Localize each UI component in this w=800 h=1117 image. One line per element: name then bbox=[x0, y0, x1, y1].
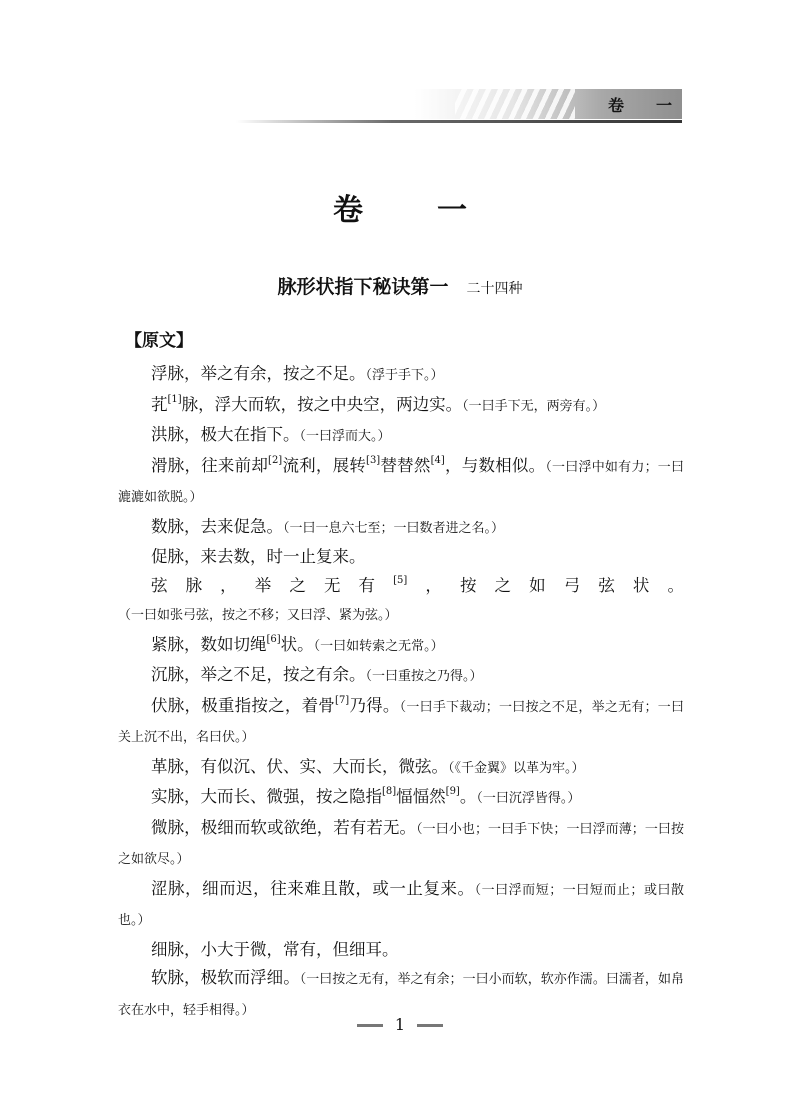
para-note: （一曰重按之乃得。） bbox=[365, 669, 483, 684]
original-text-label: 【原文】 bbox=[125, 331, 193, 351]
para-note: （一曰浮中如有力；一曰漉漉如欲脱。） bbox=[118, 459, 685, 505]
para-text: 流利，展转 bbox=[282, 455, 367, 475]
section-title bbox=[0, 272, 800, 299]
para-main: 数脉，去来促急。 bbox=[151, 516, 283, 536]
para-text: 状。 bbox=[280, 634, 314, 654]
para-text: 脉，浮大而软，按之中央空，两边实。 bbox=[181, 394, 463, 414]
para-text: 。 bbox=[459, 787, 477, 806]
footnote-ref: [5] bbox=[393, 574, 408, 586]
para-shi bbox=[118, 783, 684, 814]
header-stripes-decoration bbox=[455, 89, 575, 119]
para-text: 滑脉，往来前却 bbox=[151, 455, 269, 475]
para-kou bbox=[118, 391, 684, 422]
footnote-ref: [3] bbox=[366, 454, 381, 466]
footnote-ref: [9] bbox=[445, 786, 460, 797]
para-note: （一曰浮而大。） bbox=[299, 429, 391, 444]
para-note: （一曰浮而短；一曰短而止；或曰散也。） bbox=[118, 882, 684, 928]
para-note: （一曰手下裁动；一曰按之不足，举之无有；一曰关上沉不出，名曰伏。） bbox=[118, 699, 685, 745]
section-title-text: 脉形状指下秘诀第一 bbox=[277, 276, 449, 298]
para-chen bbox=[118, 661, 684, 692]
para-text: ，与数相似。 bbox=[444, 455, 546, 475]
para-main: 浮脉，举之有余，按之不足。 bbox=[151, 364, 366, 383]
para-fu bbox=[118, 360, 684, 391]
footnote-ref: [4] bbox=[430, 454, 445, 466]
para-text: 弦脉，举之无有 bbox=[151, 575, 394, 595]
para-main: 微脉，极细而软或欲绝，若有若无。 bbox=[151, 817, 417, 837]
section-subtitle: 二十四种 bbox=[466, 281, 523, 297]
para-ge bbox=[118, 753, 684, 784]
para-text: 紧脉，数如切绳 bbox=[151, 634, 267, 654]
para-main: 促脉，来去数，时一止复来。 bbox=[151, 547, 366, 566]
footnote-ref: [8] bbox=[382, 786, 397, 797]
para-main: 洪脉，极大在指下。 bbox=[151, 425, 300, 444]
header-rule bbox=[236, 120, 682, 123]
footnote-ref: [2] bbox=[268, 454, 283, 466]
para-xi bbox=[118, 936, 684, 965]
para-note: （一曰按之无有，举之有余；一曰小而软，软亦作濡。曰濡者，如帛衣在水中，轻手相得。） bbox=[118, 972, 684, 1018]
para-jin bbox=[118, 631, 684, 662]
para-note: （一曰小也；一曰手下快；一曰浮而薄；一曰按之如欲尽。） bbox=[118, 821, 684, 867]
para-hua bbox=[118, 452, 684, 513]
footnote-ref: [1] bbox=[167, 393, 182, 405]
para-note: （一曰如转索之无常。） bbox=[313, 638, 444, 654]
para-text: ，按之如弓弦状。 bbox=[407, 575, 685, 595]
para-text: 实脉，大而长、微强，按之隐指 bbox=[151, 787, 382, 806]
para-text: 乃得。 bbox=[349, 695, 400, 715]
para-text: 芤 bbox=[151, 394, 168, 414]
footer-dash-right bbox=[417, 1024, 443, 1027]
para-main: 软脉，极软而浮细。 bbox=[151, 968, 300, 987]
para-main: 革脉，有似沉、伏、实、大而长，微弦。 bbox=[151, 756, 448, 776]
page-number: 1 bbox=[394, 1015, 406, 1034]
para-note: （一曰如张弓弦，按之不移；又曰浮、紧为弦。） bbox=[118, 608, 398, 623]
footer-dash-left bbox=[357, 1024, 383, 1027]
para-cu bbox=[118, 543, 684, 572]
running-header-title: 卷 一 bbox=[607, 96, 680, 115]
para-note: （一曰沉浮皆得。） bbox=[476, 791, 581, 806]
chapter-title: 卷 一 bbox=[333, 193, 489, 228]
para-note: （《千金翼》以革为牢。） bbox=[448, 760, 585, 776]
para-se bbox=[118, 875, 684, 936]
para-shuo bbox=[118, 513, 684, 544]
para-note: （一曰一息六七至；一曰数者进之名。） bbox=[283, 520, 505, 536]
para-note: （一曰手下无，两旁有。） bbox=[462, 398, 606, 414]
para-main: 细脉，小大于微，常有，但细耳。 bbox=[151, 939, 399, 959]
para-main: 涩脉，细而迟，往来难且散，或一止复来。 bbox=[151, 878, 475, 898]
para-wei bbox=[118, 814, 684, 875]
para-text: 伏脉，极重指按之，着骨 bbox=[151, 695, 336, 715]
para-hong bbox=[118, 421, 684, 452]
para-xian bbox=[118, 572, 684, 631]
para-text: 替替然 bbox=[380, 455, 431, 475]
footnote-ref: [7] bbox=[335, 694, 350, 706]
footnote-ref: [6] bbox=[266, 633, 281, 645]
para-note: （浮于手下。） bbox=[365, 368, 444, 383]
page-footer bbox=[0, 1015, 800, 1034]
para-fu2 bbox=[118, 692, 684, 753]
body-text bbox=[118, 360, 684, 1025]
para-main: 沉脉，举之不足，按之有余。 bbox=[151, 665, 366, 684]
para-text: 愊愊然 bbox=[396, 787, 446, 806]
